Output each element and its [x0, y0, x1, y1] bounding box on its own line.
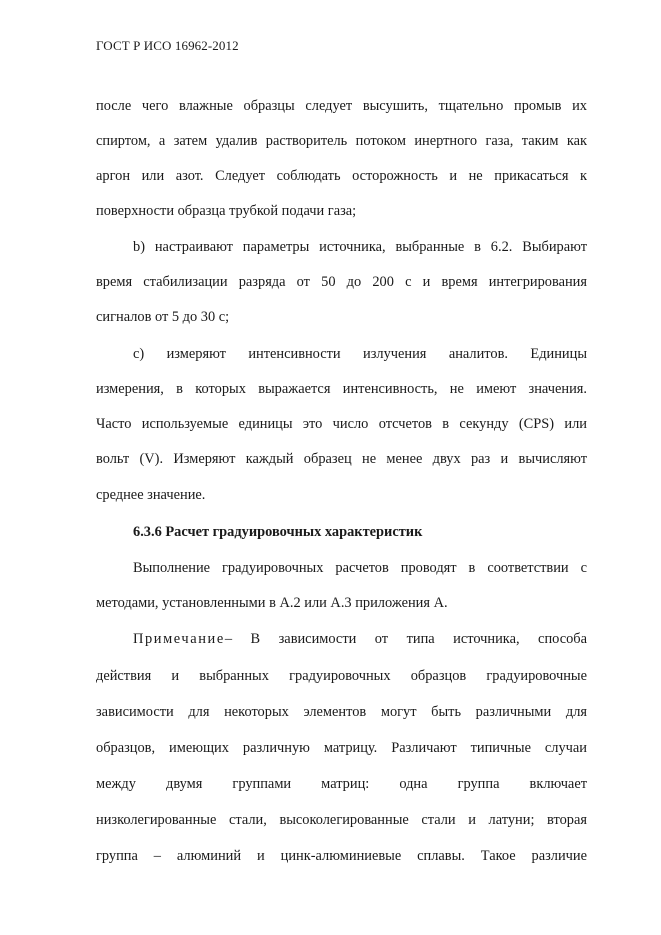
list-item-b: b) настраивают параметры источника, выбранные в 6.2. Выбирают [133, 239, 587, 255]
note-first-line [133, 629, 587, 649]
text-line: поверхности образца трубкой подачи газа; [96, 203, 357, 219]
text-line: зависимости для некоторых элементов могут быть различными для [96, 704, 587, 720]
text-line: образцов, имеющих различную матрицу. Различают типичные случаи [96, 740, 587, 756]
section-heading: 6.3.6 Расчет градуировочных характеристик [133, 524, 423, 540]
list-item-c: с) измеряют интенсивности излучения аналитов. Единицы [133, 346, 587, 362]
note-first-text: – В зависимости от типа источника, способа [224, 631, 587, 647]
text-line: измерения, в которых выражается интенсивность, не имеют значения. [96, 381, 587, 397]
text-line: вольт (V). Измеряют каждый образец не менее двух раз и вычисляют [96, 451, 587, 467]
text-line: после чего влажные образцы следует высушить, тщательно промыв их [96, 98, 587, 114]
note-label: Примечание [133, 631, 225, 647]
text-line: среднее значение. [96, 487, 206, 503]
text-line: сигналов от 5 до 30 с; [96, 309, 230, 325]
text-line: Выполнение градуировочных расчетов проводят в соответствии с [133, 560, 587, 576]
text-line: аргон или азот. Следует соблюдать осторожность и не прикасаться к [96, 168, 587, 184]
text-line: Часто используемые единицы это число отсчетов в секунду (CPS) или [96, 416, 587, 432]
text-line: методами, установленными в А.2 или А.3 приложения А. [96, 595, 448, 611]
text-line: время стабилизации разряда от 50 до 200 с и время интегрирования [96, 274, 587, 290]
text-line: между двумя группами матриц: одна группа включает [96, 776, 587, 792]
text-line: действия и выбранных градуировочных образцов градуировочные [96, 668, 587, 684]
text-line: спиртом, а затем удалив растворитель потоком инертного газа, таким как [96, 133, 587, 149]
document-header: ГОСТ Р ИСО 16962-2012 [96, 38, 239, 53]
text-line: низколегированные стали, высоколегированные стали и латуни; вторая [96, 812, 587, 828]
text-line: группа – алюминий и цинк-алюминиевые сплавы. Такое различие [96, 848, 587, 864]
